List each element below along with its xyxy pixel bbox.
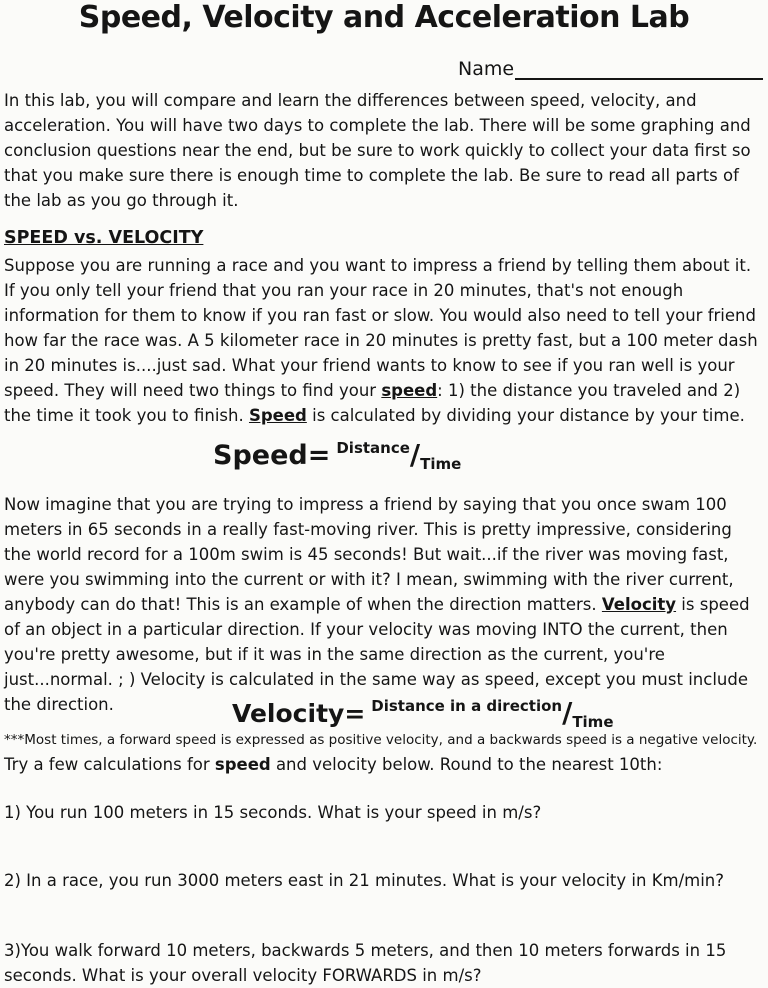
velocity-formula-slash: /: [562, 696, 573, 729]
speed-formula-slash: /: [409, 438, 421, 471]
velocity-footnote: ***Most times, a forward speed is expressed as positive velocity, and a backwards speed is a negative velocity.: [4, 732, 758, 748]
speed-formula: [213, 438, 461, 473]
intro-paragraph: In this lab, you will compare and learn the differences between speed, velocity, and acceleration. You will have two days to complete the lab. There will be some graphing and conclusion questions near the end, but be sure to work quickly to collect your data first so that you make sure there is enough time to complete the lab. Be sure to read all parts of the lab as you go through it.: [4, 91, 751, 210]
practice-text-1: Try a few calculations for: [4, 755, 215, 774]
velocity-formula: [232, 696, 614, 731]
speed-formula-numerator: Distance: [336, 439, 410, 457]
velocity-paragraph-text-1: Now imagine that you are trying to impress a friend by saying that you once swam 100 meters in 65 seconds in a really fast-moving river. This is pretty impressive, considering the world record for a 100m swim is 45 seconds! But wait...if the river was moving fast, were you swimming into the current or with it? I mean, swimming with the river current, anybody can do that! This is an example of when the direction matters.: [4, 495, 734, 614]
page-title: Speed, Velocity and Acceleration Lab: [78, 0, 690, 35]
name-field-row: [458, 58, 763, 80]
name-label: Name: [458, 58, 515, 80]
section-heading-speed-vs-velocity: SPEED vs. VELOCITY: [4, 228, 204, 248]
velocity-formula-denominator: Time: [572, 713, 614, 731]
velocity-formula-lhs: Velocity=: [232, 699, 366, 728]
velocity-term-underlined: Velocity: [601, 595, 677, 614]
speed-paragraph-text-1: Suppose you are running a race and you want to impress a friend by telling them about it. If you only tell your friend that you ran your race in 20 minutes, that's not enough information for them to know if you ran fast or slow. You would also need to tell your friend how far the race was. A 5 kilometer race in 20 minutes is pretty fast, but a 100 meter dash in 20 minutes is....just sad. What your friend wants to know to see if you ran well is your speed. They will need two things to find your: [4, 256, 758, 400]
velocity-formula-numerator: Distance in a direction: [371, 697, 563, 715]
practice-text-2: and velocity below. Round to the nearest 10th:: [270, 755, 663, 774]
velocity-paragraph-text-2: is speed of an object in a particular direction. If your velocity was moving INTO the current, then you're pretty awesome, but if it was in the same direction as the current, you're just...normal. ; ) Velocity is calculated in the same way as speed, except you must include the direction.: [4, 595, 750, 714]
velocity-paragraph: [4, 492, 764, 717]
speed-paragraph: [4, 253, 764, 428]
speed-formula-denominator: Time: [420, 455, 462, 473]
question-1: 1) You run 100 meters in 15 seconds. What is your speed in m/s?: [4, 803, 542, 822]
question-3: 3)You walk forward 10 meters, backwards 5 meters, and then 10 meters forwards in 15 seconds. What is your overall velocity FORWARDS in m/s?: [4, 941, 727, 985]
question-2: 2) In a race, you run 3000 meters east in 21 minutes. What is your velocity in Km/min?: [4, 871, 725, 890]
practice-speed-bold: speed: [214, 755, 271, 774]
speed-paragraph-text-3: is calculated by dividing your distance by your time.: [306, 406, 745, 425]
speed-term-underlined-2: Speed: [248, 406, 307, 425]
speed-paragraph-text-2: : 1) the distance you traveled and 2) the time it took you to finish.: [4, 381, 741, 425]
practice-instructions: [4, 752, 764, 777]
name-blank-line: [515, 60, 763, 80]
speed-term-underlined: speed: [381, 381, 438, 400]
speed-formula-lhs: Speed=: [213, 440, 331, 471]
